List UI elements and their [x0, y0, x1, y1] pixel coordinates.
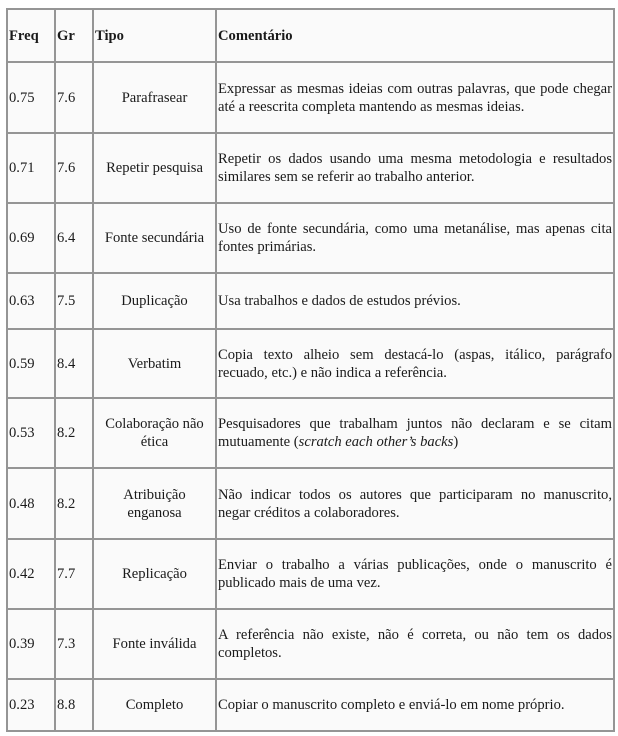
- table-header-row: [7, 9, 614, 62]
- cell-gr: 8.4: [55, 329, 93, 398]
- header-freq: Freq: [7, 9, 55, 62]
- cell-freq: 0.39: [7, 609, 55, 679]
- table-row: [7, 398, 614, 468]
- cell-freq: 0.75: [7, 62, 55, 133]
- cell-freq: 0.63: [7, 273, 55, 329]
- cell-comentario: Usa trabalhos e dados de estudos prévios.: [216, 273, 614, 329]
- cell-gr: 6.4: [55, 203, 93, 273]
- table-row: [7, 539, 614, 609]
- cell-tipo: Verbatim: [93, 329, 216, 398]
- cell-tipo: Colaboração não ética: [93, 398, 216, 468]
- cell-tipo: Atribuição enganosa: [93, 468, 216, 539]
- header-comentario: Comentário: [216, 9, 614, 62]
- table-row: [7, 468, 614, 539]
- cell-comentario: Copiar o manuscrito completo e enviá-lo em nome próprio.: [216, 679, 614, 731]
- cell-gr: 7.3: [55, 609, 93, 679]
- cell-gr: 7.6: [55, 62, 93, 133]
- cell-gr: 8.8: [55, 679, 93, 731]
- cell-gr: 7.7: [55, 539, 93, 609]
- table-row: [7, 203, 614, 273]
- cell-tipo: Replicação: [93, 539, 216, 609]
- table-row: [7, 609, 614, 679]
- header-gr: Gr: [55, 9, 93, 62]
- table-row: [7, 679, 614, 731]
- cell-tipo: Parafrasear: [93, 62, 216, 133]
- cell-tipo: Duplicação: [93, 273, 216, 329]
- cell-tipo: Repetir pesquisa: [93, 133, 216, 203]
- cell-comentario: Uso de fonte secundária, como uma metanálise, mas apenas cita fontes primárias.: [216, 203, 614, 273]
- cell-tipo: Fonte inválida: [93, 609, 216, 679]
- cell-comentario: Repetir os dados usando uma mesma metodologia e resultados similares sem se referir ao trabalho anterior.: [216, 133, 614, 203]
- comentario-text-end: ): [453, 434, 459, 450]
- cell-gr: 7.5: [55, 273, 93, 329]
- cell-comentario: Enviar o trabalho a várias publicações, onde o manuscrito é publicado mais de uma vez.: [216, 539, 614, 609]
- table-row: [7, 133, 614, 203]
- cell-freq: 0.69: [7, 203, 55, 273]
- cell-comentario: A referência não existe, não é correta, ou não tem os dados completos.: [216, 609, 614, 679]
- plagiarism-types-table: [6, 8, 615, 732]
- cell-comentario: Expressar as mesmas ideias com outras palavras, que pode chegar até a reescrita completa mantendo as mesmas ideias.: [216, 62, 614, 133]
- table-row: [7, 273, 614, 329]
- cell-freq: 0.48: [7, 468, 55, 539]
- cell-freq: 0.23: [7, 679, 55, 731]
- cell-freq: 0.42: [7, 539, 55, 609]
- header-tipo: Tipo: [93, 9, 216, 62]
- cell-gr: 8.2: [55, 468, 93, 539]
- table-row: [7, 329, 614, 398]
- comentario-text: Pesquisadores que trabalham juntos não declaram e se citam mutuamente (: [218, 416, 612, 450]
- cell-gr: 7.6: [55, 133, 93, 203]
- cell-comentario: Não indicar todos os autores que participaram no manuscrito, negar créditos a colaboradores.: [216, 468, 614, 539]
- cell-freq: 0.59: [7, 329, 55, 398]
- cell-freq: 0.71: [7, 133, 55, 203]
- cell-tipo: Fonte secundária: [93, 203, 216, 273]
- cell-comentario: [216, 398, 614, 468]
- cell-freq: 0.53: [7, 398, 55, 468]
- table-row: [7, 62, 614, 133]
- cell-tipo: Completo: [93, 679, 216, 731]
- comentario-italic-text: scratch each other’s backs: [298, 434, 454, 450]
- cell-gr: 8.2: [55, 398, 93, 468]
- cell-comentario: Copia texto alheio sem destacá-lo (aspas, itálico, parágrafo recuado, etc.) e não indica a referência.: [216, 329, 614, 398]
